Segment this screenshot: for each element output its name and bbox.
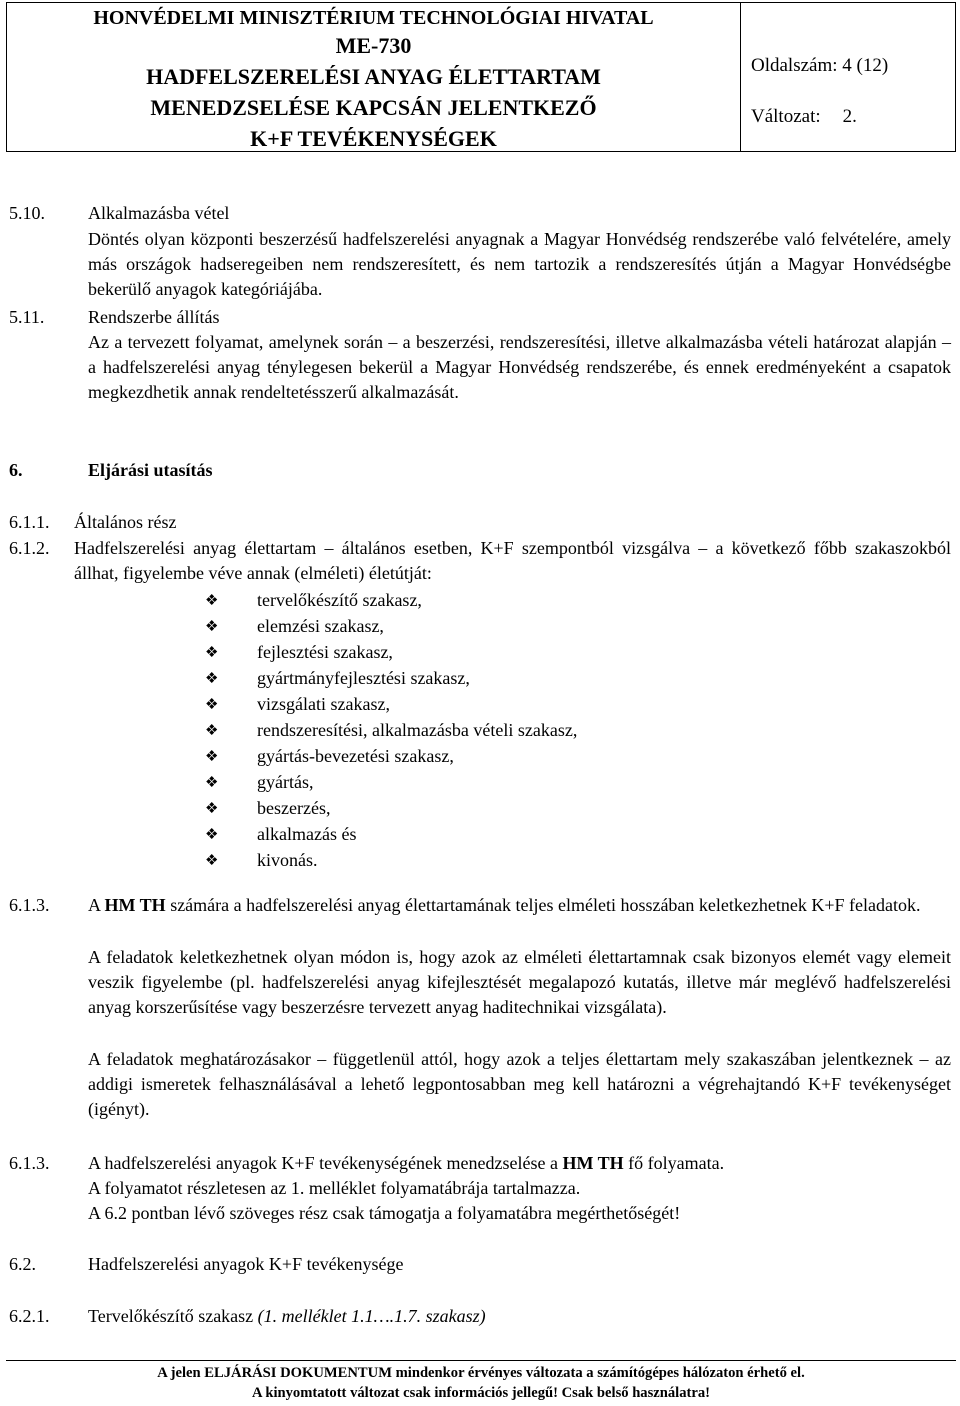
page-value: 4 (12) (842, 55, 889, 76)
diamond-bullet-icon: ❖ (205, 775, 219, 791)
section-heading: Általános rész (74, 512, 177, 532)
section-number: 6.2.1. (9, 1306, 50, 1326)
section-number: 6.1.2. (9, 538, 50, 558)
section-5-11-text: Az a tervezett folyamat, amelynek során – a beszerzési, rendszeresítési, illetve alkalmazásba vételi határozat alapján – a hadfelszerelési anyag ténylegesen bekerül a Magyar Honvédség rendszerébe, és ennek eredményeként a csapatok megkezdhetik annak rendeltetésszerű alkalmazását. (88, 332, 951, 403)
section-5-10-text: Döntés olyan központi beszerzésű hadfelszerelési anyagnak a Magyar Honvédség rendszerébe való felvételére, amely más országok hadseregeiben nem rendszeresített, és nem tartozik a rendszeresítés útján a Magyar Honvédségbe bekerülő anyagok kategóriájába. (88, 229, 951, 300)
footer-line-2: A kinyomtatott változat csak információs jellegű! Csak belső használatra! (251, 1385, 711, 1401)
document-footer (6, 1360, 956, 1403)
diamond-bullet-icon: ❖ (205, 801, 219, 817)
diamond-bullet-icon: ❖ (205, 593, 219, 609)
document-code: ME-730 (335, 33, 412, 58)
section-6-1-3b-row-3: A 6.2 pontban lévő szöveges rész csak támogatja a folyamatábra megérthetőségét! (88, 1203, 681, 1223)
version-label: Változat: (751, 106, 821, 127)
section-number: 6.1.1. (9, 512, 50, 532)
diamond-bullet-icon: ❖ (205, 723, 219, 739)
section-number: 6. (9, 460, 23, 480)
diamond-bullet-icon: ❖ (205, 853, 219, 869)
diamond-bullet-icon: ❖ (205, 619, 219, 635)
organization-name: HONVÉDELMI MINISZTÉRIUM TECHNOLÓGIAI HIVATAL (93, 7, 654, 29)
diamond-bullet-icon: ❖ (205, 645, 219, 661)
section-number: 6.2. (9, 1254, 36, 1274)
section-6-1-3-paragraph-2: A feladatok keletkezhetnek olyan módon is, hogy azok az elméleti élettartamnak csak bizonyos elemét vagy elemeit veszik figyelembe (pl. hadfelszerelési anyag kifejlesztését megalapozó kutatás, illetve már meglévő hadfelszerelési anyag korszerűsítése vagy beszerzésre tervezett anyag haditechnikai vizsgálata). (88, 947, 951, 1018)
diamond-bullet-icon: ❖ (205, 749, 219, 765)
diamond-bullet-icon: ❖ (205, 697, 219, 713)
section-number: 6.1.3. (9, 1153, 50, 1173)
hm-th-emphasis: HM TH (104, 895, 166, 915)
header-title-block (7, 3, 741, 151)
diamond-bullet-icon: ❖ (205, 827, 219, 843)
section-heading: Alkalmazásba vétel (88, 203, 230, 223)
section-6-1-3-paragraph-3: A feladatok meghatározásakor – függetlenül attól, hogy azok a teljes élettartam mely szakaszában jelentkeznek – az addigi ismeretek felhasználásával a lehető legpontosabban meg kell határozni a végrehajtandó K+F tevékenységet (igényt). (88, 1049, 951, 1120)
footer-line-1: A jelen ELJÁRÁSI DOKUMENTUM mindenkor érvényes változata a számítógépes hálózaton érhető el. (157, 1365, 805, 1381)
header-meta-block (751, 3, 955, 151)
section-line: A hadfelszerelési anyagok K+F tevékenységének menedzselése a HM TH fő folyamata. (88, 1153, 725, 1173)
section-6-1-3-paragraph-1: A HM TH számára a hadfelszerelési anyag élettartamának teljes elméleti hosszában keletkezhetnek K+F feladatok. (88, 895, 921, 915)
section-heading: Hadfelszerelési anyagok K+F tevékenysége (88, 1254, 404, 1274)
document-title-line-2: MENEDZSELÉSE KAPCSÁN JELENTKEZŐ (150, 95, 597, 120)
section-number: 5.11. (9, 307, 45, 327)
section-6-1-3b-row-2: A folyamatot részletesen az 1. melléklet folyamatábrája tartalmazza. (88, 1178, 581, 1198)
version (751, 106, 857, 128)
version-value: 2. (842, 106, 857, 127)
section-6-1-2-text: Hadfelszerelési anyag élettartam – általános esetben, K+F szempontból vizsgálva – a következő főbb szakaszokból állhat, figyelembe véve annak (elméleti) életútját: (74, 538, 951, 584)
page-label: Oldalszám: (751, 55, 838, 76)
document-title-line-1: HADFELSZERELÉSI ANYAG ÉLETTARTAM (146, 64, 601, 89)
section-heading: Rendszerbe állítás (88, 307, 220, 327)
section-heading: Eljárási utasítás (88, 460, 213, 480)
section-reference: (1. melléklet 1.1….1.7. szakasz) (257, 1306, 486, 1326)
document-header (6, 2, 956, 152)
hm-th-emphasis: HM TH (562, 1153, 624, 1173)
page-number (751, 55, 888, 77)
diamond-bullet-icon: ❖ (205, 671, 219, 687)
section-number: 5.10. (9, 203, 45, 223)
section-heading: Tervelőkészítő szakasz (1. melléklet 1.1….1.7. szakasz) (88, 1306, 486, 1326)
document-title-line-3: K+F TEVÉKENYSÉGEK (250, 126, 497, 151)
section-number: 6.1.3. (9, 895, 50, 915)
